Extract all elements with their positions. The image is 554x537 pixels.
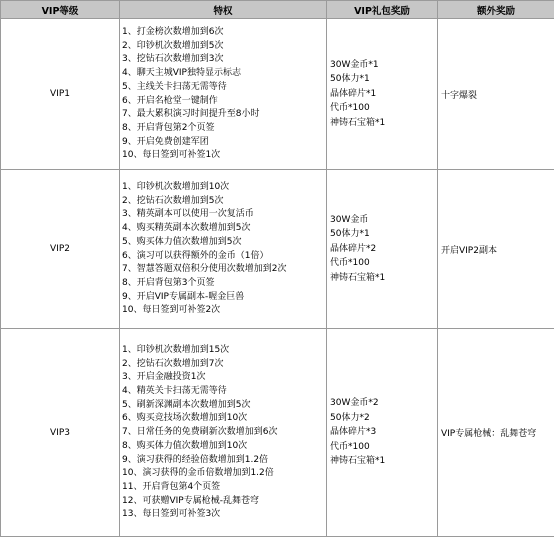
vip-level-cell: VIP2: [1, 170, 120, 329]
gift-item: 30W金币: [330, 213, 437, 228]
gift-item: 50体力*2: [330, 411, 437, 426]
table-row: [1, 329, 554, 537]
privilege-item: 9、演习获得的经验倍数增加到1.2倍: [122, 454, 326, 468]
gift-rewards-cell: [327, 170, 438, 329]
privilege-item: 6、开启名枪堂一键制作: [122, 95, 326, 109]
privilege-item: 5、主线关卡扫荡无需等待: [122, 81, 326, 95]
privilege-item: 1、打金榜次数增加到6次: [122, 26, 326, 40]
header-vip-level: VIP等级: [1, 1, 120, 19]
gift-item: 代币*100: [330, 256, 437, 271]
privilege-item: 1、印钞机次数增加到10次: [122, 181, 326, 195]
gift-rewards-cell: [327, 19, 438, 170]
privilege-item: 8、开启背包第2个页签: [122, 122, 326, 136]
privilege-item: 2、挖钻石次数增加到7次: [122, 358, 326, 372]
extra-reward-cell: 十字爆裂: [438, 19, 554, 170]
header-gift-rewards: VIP礼包奖励: [327, 1, 438, 19]
privilege-item: 1、印钞机次数增加到15次: [122, 344, 326, 358]
privilege-item: 7、最大累积演习时间提升至8小时: [122, 108, 326, 122]
gift-rewards-cell: [327, 329, 438, 537]
gift-item: 晶体碎片*2: [330, 242, 437, 257]
extra-reward-cell: VIP专属枪械：乱舞苍穹: [438, 329, 554, 537]
privilege-item: 13、每日签到可补签3次: [122, 508, 326, 522]
extra-reward-cell: 开启VIP2副本: [438, 170, 554, 329]
gift-item: 30W金币*2: [330, 396, 437, 411]
privilege-item: 9、开启VIP专属副本-喔金巨兽: [122, 291, 326, 305]
privilege-item: 6、购买竞技场次数增加到10次: [122, 412, 326, 426]
privilege-item: 5、刷新深渊副本次数增加到5次: [122, 399, 326, 413]
privilege-item: 4、购买精英副本次数增加到5次: [122, 222, 326, 236]
privilege-item: 5、购买体力值次数增加到5次: [122, 236, 326, 250]
privilege-item: 4、精英关卡扫荡无需等待: [122, 385, 326, 399]
gift-item: 神铸石宝箱*1: [330, 116, 437, 131]
gift-item: 30W金币*1: [330, 58, 437, 73]
gift-item: 晶体碎片*3: [330, 425, 437, 440]
header-privileges: 特权: [120, 1, 327, 19]
privilege-item: 10、演习获得的金币倍数增加到1.2倍: [122, 467, 326, 481]
header-extra-rewards: 额外奖励: [438, 1, 554, 19]
privilege-item: 11、开启背包第4个页签: [122, 481, 326, 495]
privilege-item: 3、开启金融投资1次: [122, 371, 326, 385]
privilege-item: 7、智慧答题双倍积分使用次数增加到2次: [122, 263, 326, 277]
gift-item: 代币*100: [330, 101, 437, 116]
privilege-item: 3、精英副本可以使用一次复活币: [122, 208, 326, 222]
privilege-item: 10、每日签到可补签1次: [122, 149, 326, 163]
vip-level-cell: VIP1: [1, 19, 120, 170]
privilege-item: 10、每日签到可补签2次: [122, 304, 326, 318]
privilege-item: 2、印钞机次数增加到5次: [122, 40, 326, 54]
privilege-item: 4、聊天主城VIP独特显示标志: [122, 67, 326, 81]
privilege-item: 12、可获赠VIP专属枪械-乱舞苍穹: [122, 495, 326, 509]
gift-item: 50体力*1: [330, 227, 437, 242]
privileges-cell: [120, 329, 327, 537]
privilege-item: 7、日常任务的免费刷新次数增加到6次: [122, 426, 326, 440]
privileges-cell: [120, 19, 327, 170]
privilege-item: 3、挖钻石次数增加到3次: [122, 53, 326, 67]
privileges-cell: [120, 170, 327, 329]
gift-item: 代币*100: [330, 440, 437, 455]
gift-item: 50体力*1: [330, 72, 437, 87]
privilege-item: 9、开启免费创建军团: [122, 136, 326, 150]
privilege-item: 8、购买体力值次数增加到10次: [122, 440, 326, 454]
gift-item: 神铸石宝箱*1: [330, 454, 437, 469]
table-row: [1, 170, 554, 329]
privilege-item: 8、开启背包第3个页签: [122, 277, 326, 291]
gift-item: 神铸石宝箱*1: [330, 271, 437, 286]
table-row: [1, 19, 554, 170]
privilege-item: 6、演习可以获得额外的金币（1倍）: [122, 250, 326, 264]
vip-level-cell: VIP3: [1, 329, 120, 537]
gift-item: 晶体碎片*1: [330, 87, 437, 102]
privilege-item: 2、挖钻石次数增加到5次: [122, 195, 326, 209]
header-row: [1, 1, 554, 19]
